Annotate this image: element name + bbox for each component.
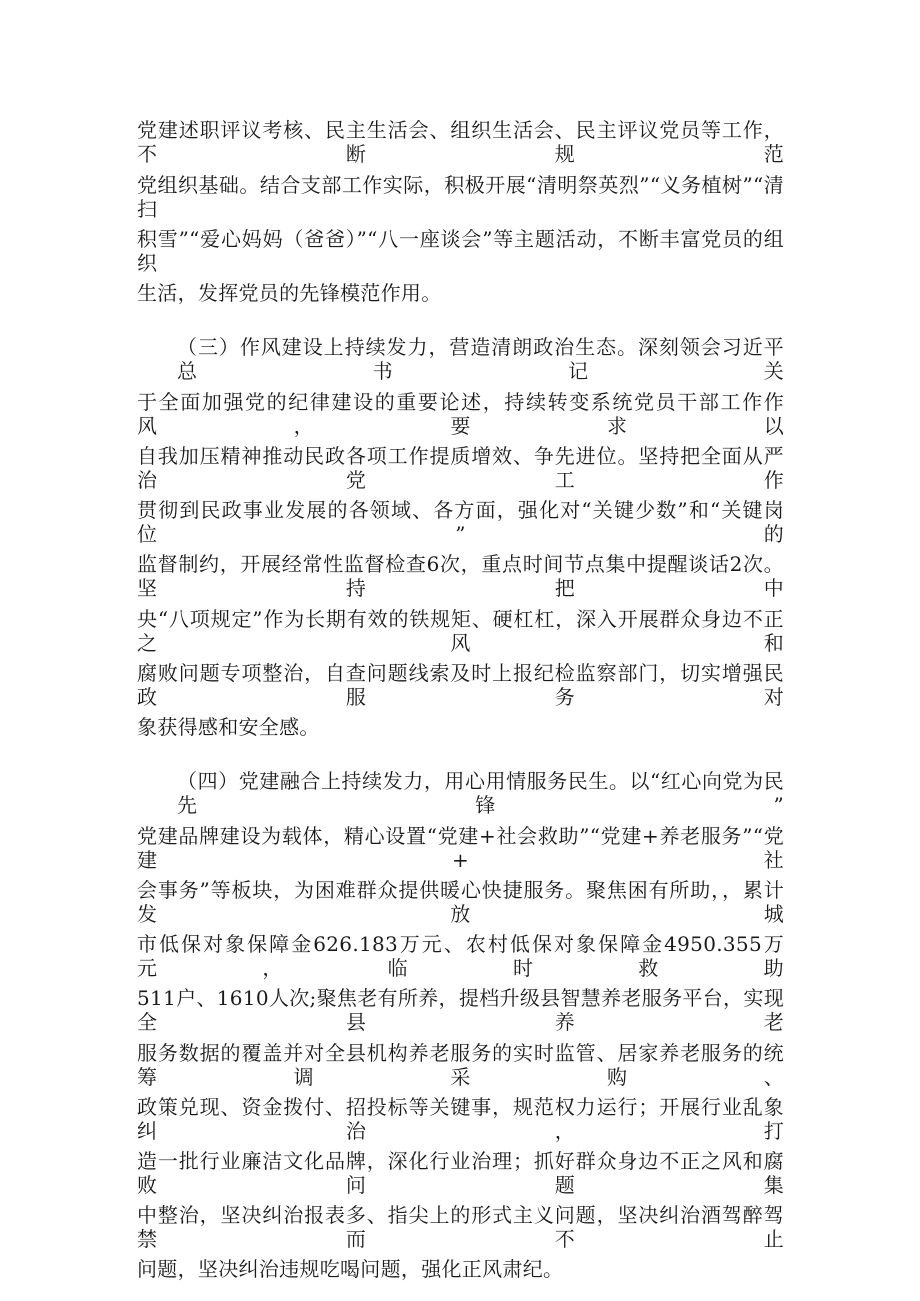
paragraph-3-line-7: 政策兑现、资金拨付、招投标等关键事，规范权力运行；开展行业乱象纠治，打 (137, 1095, 784, 1143)
paragraph-3-line-9: 中整治，坚决纠治报表多、指尖上的形式主义问题，坚决纠治酒驾醉驾禁而不止 (137, 1203, 784, 1251)
paragraph-3-line-10: 问题，坚决纠治违规吃喝问题，强化正风肃纪。 (137, 1257, 564, 1281)
paragraph-1-line-1: 党建述职评议考核、民主生活会、组织生活会、民主评议党员等工作，不断规范 (137, 118, 784, 166)
paragraph-3-line-1: （四）党建融合上持续发力，用心用情服务民生。以“红心向党为民先锋” (177, 769, 784, 817)
paragraph-2-line-5: 监督制约，开展经常性监督检查6次，重点时间节点集中提醒谈话2次。坚持把中 (137, 552, 784, 600)
paragraph-2-line-4: 贯彻到民政事业发展的各领域、各方面，强化对“关键少数”和“关键岗位”的 (137, 498, 784, 546)
paragraph-2-line-8: 象获得感和安全感。 (137, 715, 320, 739)
paragraph-3-line-8: 造一批行业廉洁文化品牌，深化行业治理；抓好群众身边不正之风和腐败问题集 (137, 1149, 784, 1197)
paragraph-2-line-6: 央“八项规定”作为长期有效的铁规矩、硬杠杠，深入开展群众身边不正之风和 (137, 607, 784, 655)
paragraph-1-line-2: 党组织基础。结合支部工作实际，积极开展“清明祭英烈”“义务植树”“清扫 (137, 173, 784, 221)
paragraph-2-line-2: 于全面加强党的纪律建设的重要论述，持续转变系统党员干部工作作风，要求以 (137, 390, 784, 438)
paragraph-3-line-4: 市低保对象保障金626.183万元、农村低保对象保障金4950.355万元，临时救助 (137, 932, 784, 980)
paragraph-3-line-2: 党建品牌建设为载体，精心设置“党建+社会救助”“党建+养老服务”“党建+社 (137, 824, 784, 872)
paragraph-2-line-3: 自我加压精神推动民政各项工作提质增效、争先进位。坚持把全面从严治党工作 (137, 444, 784, 492)
paragraph-3-line-3: 会事务”等板块，为困难群众提供暖心快捷服务。聚焦困有所助，，累计发放城 (137, 878, 784, 926)
paragraph-1-line-3: 积雪”“爱心妈妈（爸爸）”“八一座谈会”等主题活动，不断丰富党员的组织 (137, 227, 784, 275)
paragraph-3-line-5: 511户、1610人次;聚焦老有所养，提档升级县智慧养老服务平台，实现全县养老 (137, 986, 784, 1034)
paragraph-2-line-7: 腐败问题专项整治，自查问题线索及时上报纪检监察部门，切实增强民政服务对 (137, 661, 784, 709)
paragraph-1-line-4: 生活，发挥党员的先锋模范作用。 (137, 281, 442, 305)
paragraph-3-line-6: 服务数据的覆盖并对全县机构养老服务的实时监管、居家养老服务的统筹调采购、 (137, 1041, 784, 1089)
paragraph-2-line-1: （三）作风建设上持续发力，营造清朗政治生态。深刻领会习近平总书记关 (177, 335, 784, 383)
